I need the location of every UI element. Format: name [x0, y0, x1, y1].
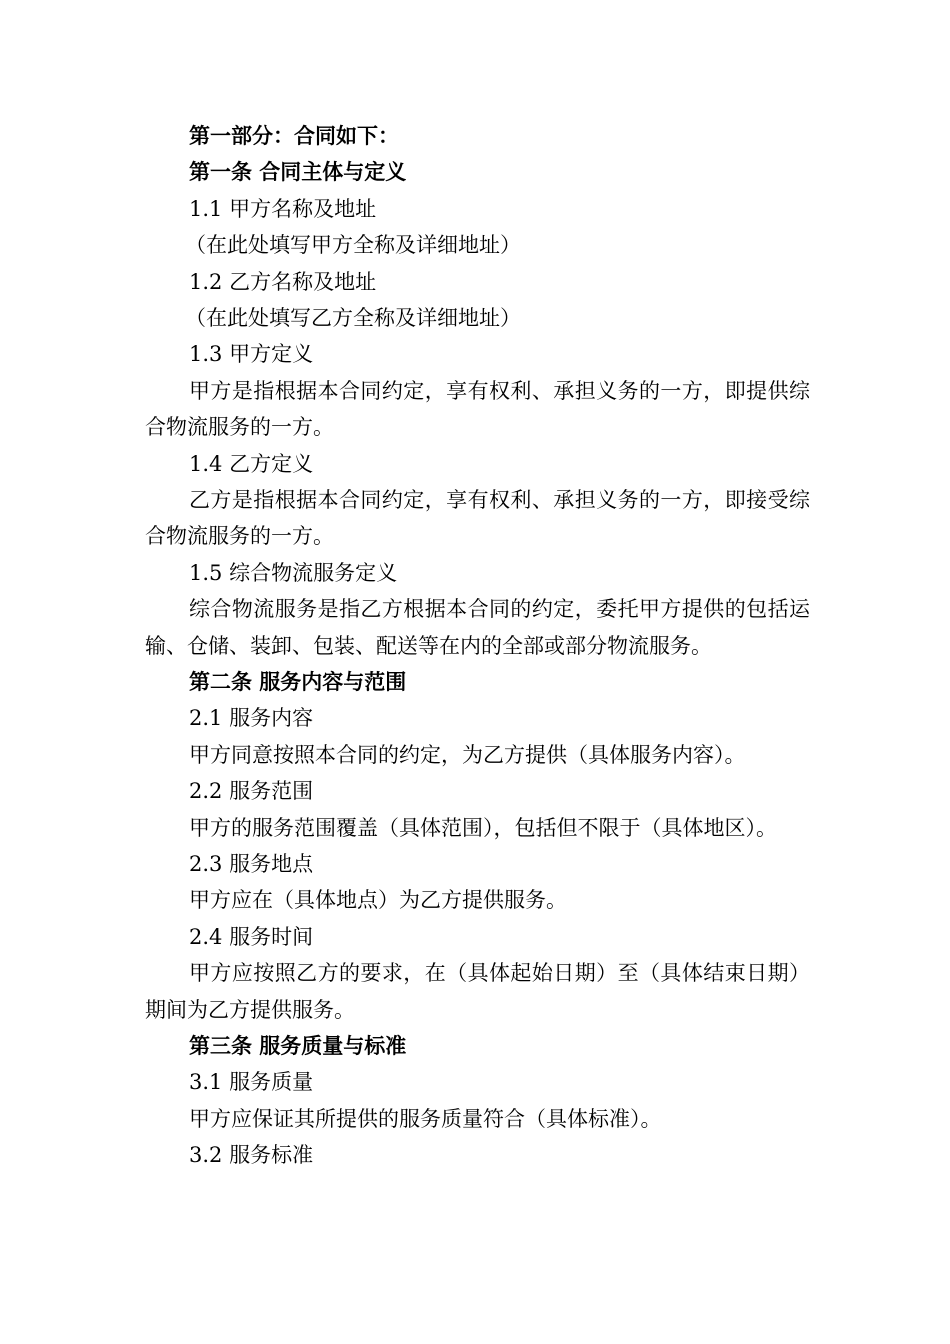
- section-1-3-text: 甲方是指根据本合同约定，享有权利、承担义务的一方，即提供综合物流服务的一方。: [145, 378, 810, 440]
- section-1-4-text: 乙方是指根据本合同约定，享有权利、承担义务的一方，即接受综合物流服务的一方。: [145, 487, 810, 549]
- section-2-1-title: 2.1 服务内容: [189, 706, 314, 731]
- section-2-4-title: 2.4 服务时间: [189, 924, 314, 949]
- part-title: 第一部分：合同如下：: [189, 124, 399, 148]
- section-3-1-title: 3.1 服务质量: [189, 1070, 314, 1095]
- section-1-2-title: 1.2 乙方名称及地址: [189, 269, 377, 294]
- section-2-3-title: 2.3 服务地点: [189, 851, 314, 876]
- section-3-1-text: 甲方应保证其所提供的服务质量符合（具体标准）。: [189, 1106, 662, 1131]
- article-3-heading: 第三条 服务质量与标准: [189, 1033, 407, 1058]
- section-1-2-note: （在此处填写乙方全称及详细地址）: [185, 305, 521, 330]
- section-1-5-text: 综合物流服务是指乙方根据本合同的约定，委托甲方提供的包括运输、仓储、装卸、包装、配送等在内的全部或部分物流服务。: [145, 597, 810, 658]
- section-2-2-title: 2.2 服务范围: [189, 779, 314, 804]
- article-1-heading: 第一条 合同主体与定义: [189, 160, 407, 185]
- section-1-1-title: 1.1 甲方名称及地址: [189, 196, 377, 221]
- article-2-heading: 第二条 服务内容与范围: [189, 669, 407, 694]
- section-2-3-text: 甲方应在（具体地点）为乙方提供服务。: [189, 888, 567, 913]
- section-1-5-title: 1.5 综合物流服务定义: [189, 560, 398, 585]
- section-1-4-title: 1.4 乙方定义: [189, 451, 314, 476]
- section-1-3-title: 1.3 甲方定义: [189, 342, 314, 367]
- section-2-2-text: 甲方的服务范围覆盖（具体范围），包括但不限于（具体地区）。: [189, 815, 777, 840]
- section-2-1-text: 甲方同意按照本合同的约定，为乙方提供（具体服务内容）。: [189, 742, 746, 767]
- section-2-4-text: 甲方应按照乙方的要求，在（具体起始日期）至（具体结束日期）期间为乙方提供服务。: [145, 961, 810, 1022]
- document-page: [145, 118, 810, 1174]
- section-1-1-note: （在此处填写甲方全称及详细地址）: [185, 233, 521, 258]
- section-3-2-title: 3.2 服务标准: [189, 1143, 314, 1168]
